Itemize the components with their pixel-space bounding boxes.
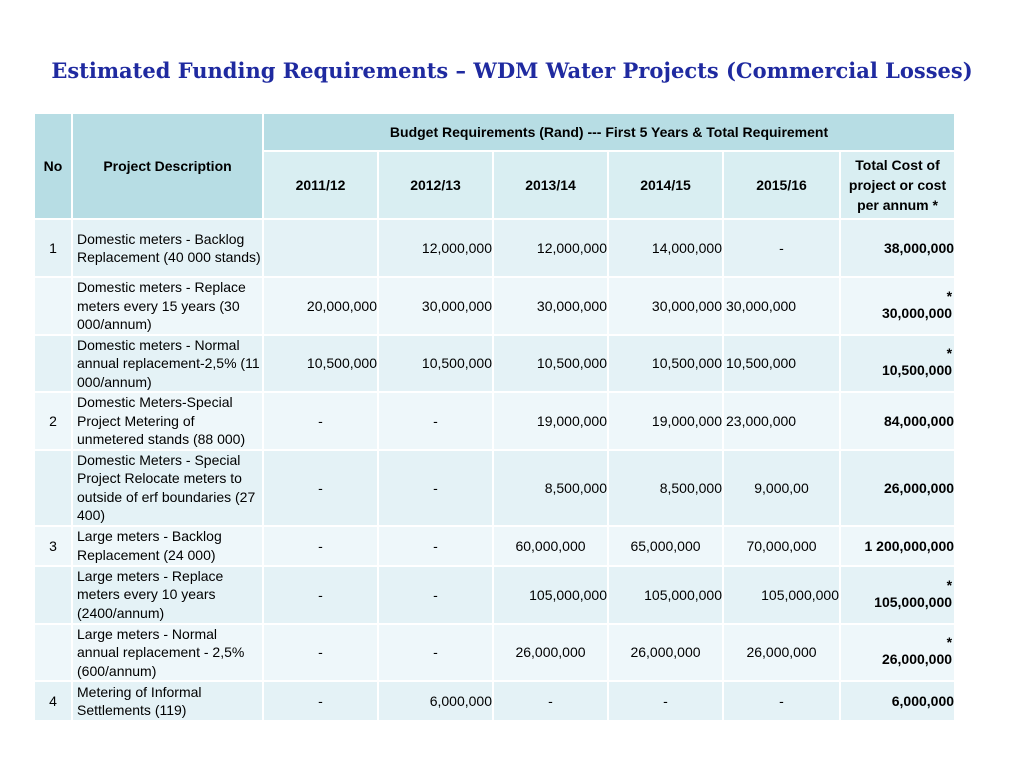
row-no: [34, 566, 72, 624]
page-title: Estimated Funding Requirements – WDM Water Projects (Commercial Losses): [51, 58, 973, 83]
row-value: -: [723, 219, 840, 277]
table-row: [34, 392, 955, 450]
row-value: 12,000,000: [378, 219, 493, 277]
row-description: Domestic meters - Backlog Replacement (40 000 stands): [72, 219, 263, 277]
row-total-cell: [840, 624, 955, 682]
header-year: 2011/12: [263, 151, 378, 219]
row-no: [34, 450, 72, 526]
row-total: 30,000,000: [881, 304, 953, 321]
row-total: 26,000,000: [881, 651, 953, 668]
row-value: 26,000,000: [493, 624, 608, 682]
per-annum-marker: *: [946, 634, 953, 651]
table-row: [34, 624, 955, 682]
row-value: 26,000,000: [608, 624, 723, 682]
row-value: 26,000,000: [723, 624, 840, 682]
row-value: -: [378, 624, 493, 682]
row-no: 4: [34, 681, 72, 721]
row-value: 12,000,000: [493, 219, 608, 277]
row-value: 14,000,000: [608, 219, 723, 277]
table-row: [34, 450, 955, 526]
row-total: 105,000,000: [874, 593, 953, 610]
row-value: 30,000,000: [378, 277, 493, 335]
row-value: 19,000,000: [493, 392, 608, 450]
per-annum-marker: *: [946, 287, 953, 304]
row-value: [263, 219, 378, 277]
row-description: Domestic Meters - Special Project Relocate meters to outside of erf boundaries (27 400): [72, 450, 263, 526]
row-total-cell: [840, 566, 955, 624]
row-description: Domestic meters - Replace meters every 15 years (30 000/annum): [72, 277, 263, 335]
header-no: No: [34, 113, 72, 219]
table-row: [34, 335, 955, 393]
row-no: 1: [34, 219, 72, 277]
row-value: -: [263, 450, 378, 526]
row-value: 105,000,000: [608, 566, 723, 624]
row-value: 30,000,000: [723, 277, 840, 335]
row-description: Domestic meters - Normal annual replacement-2,5% (11 000/annum): [72, 335, 263, 393]
header-description: Project Description: [72, 113, 263, 219]
row-total: 38,000,000: [840, 219, 955, 277]
header-total-line: Total Cost of: [855, 157, 940, 173]
row-value: -: [378, 450, 493, 526]
row-value: -: [263, 392, 378, 450]
row-value: 70,000,000: [723, 526, 840, 566]
header-budget: Budget Requirements (Rand) --- First 5 Years & Total Requirement: [263, 113, 955, 151]
header-year: 2015/16: [723, 151, 840, 219]
row-no: [34, 624, 72, 682]
row-value: -: [263, 566, 378, 624]
row-total: 6,000,000: [840, 681, 955, 721]
row-value: 105,000,000: [493, 566, 608, 624]
row-no: [34, 277, 72, 335]
header-total-line: project or cost: [848, 177, 947, 193]
table-row: [34, 219, 955, 277]
row-value: 20,000,000: [263, 277, 378, 335]
header-year: 2012/13: [378, 151, 493, 219]
row-value: 8,500,000: [493, 450, 608, 526]
row-description: Large meters - Replace meters every 10 years (2400/annum): [72, 566, 263, 624]
header-total: [840, 151, 955, 219]
row-description: Large meters - Backlog Replacement (24 000): [72, 526, 263, 566]
row-value: 105,000,000: [723, 566, 840, 624]
row-value: 60,000,000: [493, 526, 608, 566]
row-value: -: [263, 526, 378, 566]
row-total: 10,500,000: [881, 362, 953, 379]
row-value: 10,500,000: [263, 335, 378, 393]
row-value: 10,500,000: [723, 335, 840, 393]
row-description: Metering of Informal Settlements (119): [72, 681, 263, 721]
row-description: Large meters - Normal annual replacement - 2,5% (600/annum): [72, 624, 263, 682]
row-no: 2: [34, 392, 72, 450]
row-value: -: [608, 681, 723, 721]
row-value: -: [378, 526, 493, 566]
funding-table: [33, 112, 956, 722]
row-description: Domestic Meters-Special Project Metering of unmetered stands (88 000): [72, 392, 263, 450]
row-value: 10,500,000: [608, 335, 723, 393]
row-value: 30,000,000: [493, 277, 608, 335]
header-year: 2014/15: [608, 151, 723, 219]
per-annum-marker: *: [946, 345, 953, 362]
row-no: [34, 335, 72, 393]
per-annum-marker: *: [946, 576, 953, 593]
row-total: 84,000,000: [840, 392, 955, 450]
row-total-cell: [840, 277, 955, 335]
header-total-line: per annum *: [857, 197, 938, 213]
row-total-cell: [840, 335, 955, 393]
header-year: 2013/14: [493, 151, 608, 219]
row-total: 1 200,000,000: [840, 526, 955, 566]
row-no: 3: [34, 526, 72, 566]
row-value: 23,000,000: [723, 392, 840, 450]
table-row: [34, 681, 955, 721]
row-value: -: [723, 681, 840, 721]
table-row: [34, 526, 955, 566]
row-value: -: [378, 566, 493, 624]
row-value: -: [378, 392, 493, 450]
row-value: 10,500,000: [493, 335, 608, 393]
row-value: 8,500,000: [608, 450, 723, 526]
row-value: 30,000,000: [608, 277, 723, 335]
row-value: 10,500,000: [378, 335, 493, 393]
table-row: [34, 277, 955, 335]
table-row: [34, 566, 955, 624]
row-value: 6,000,000: [378, 681, 493, 721]
row-value: 19,000,000: [608, 392, 723, 450]
row-value: 65,000,000: [608, 526, 723, 566]
row-value: -: [263, 624, 378, 682]
row-value: -: [493, 681, 608, 721]
row-value: 9,000,00: [723, 450, 840, 526]
row-total: 26,000,000: [840, 450, 955, 526]
row-value: -: [263, 681, 378, 721]
